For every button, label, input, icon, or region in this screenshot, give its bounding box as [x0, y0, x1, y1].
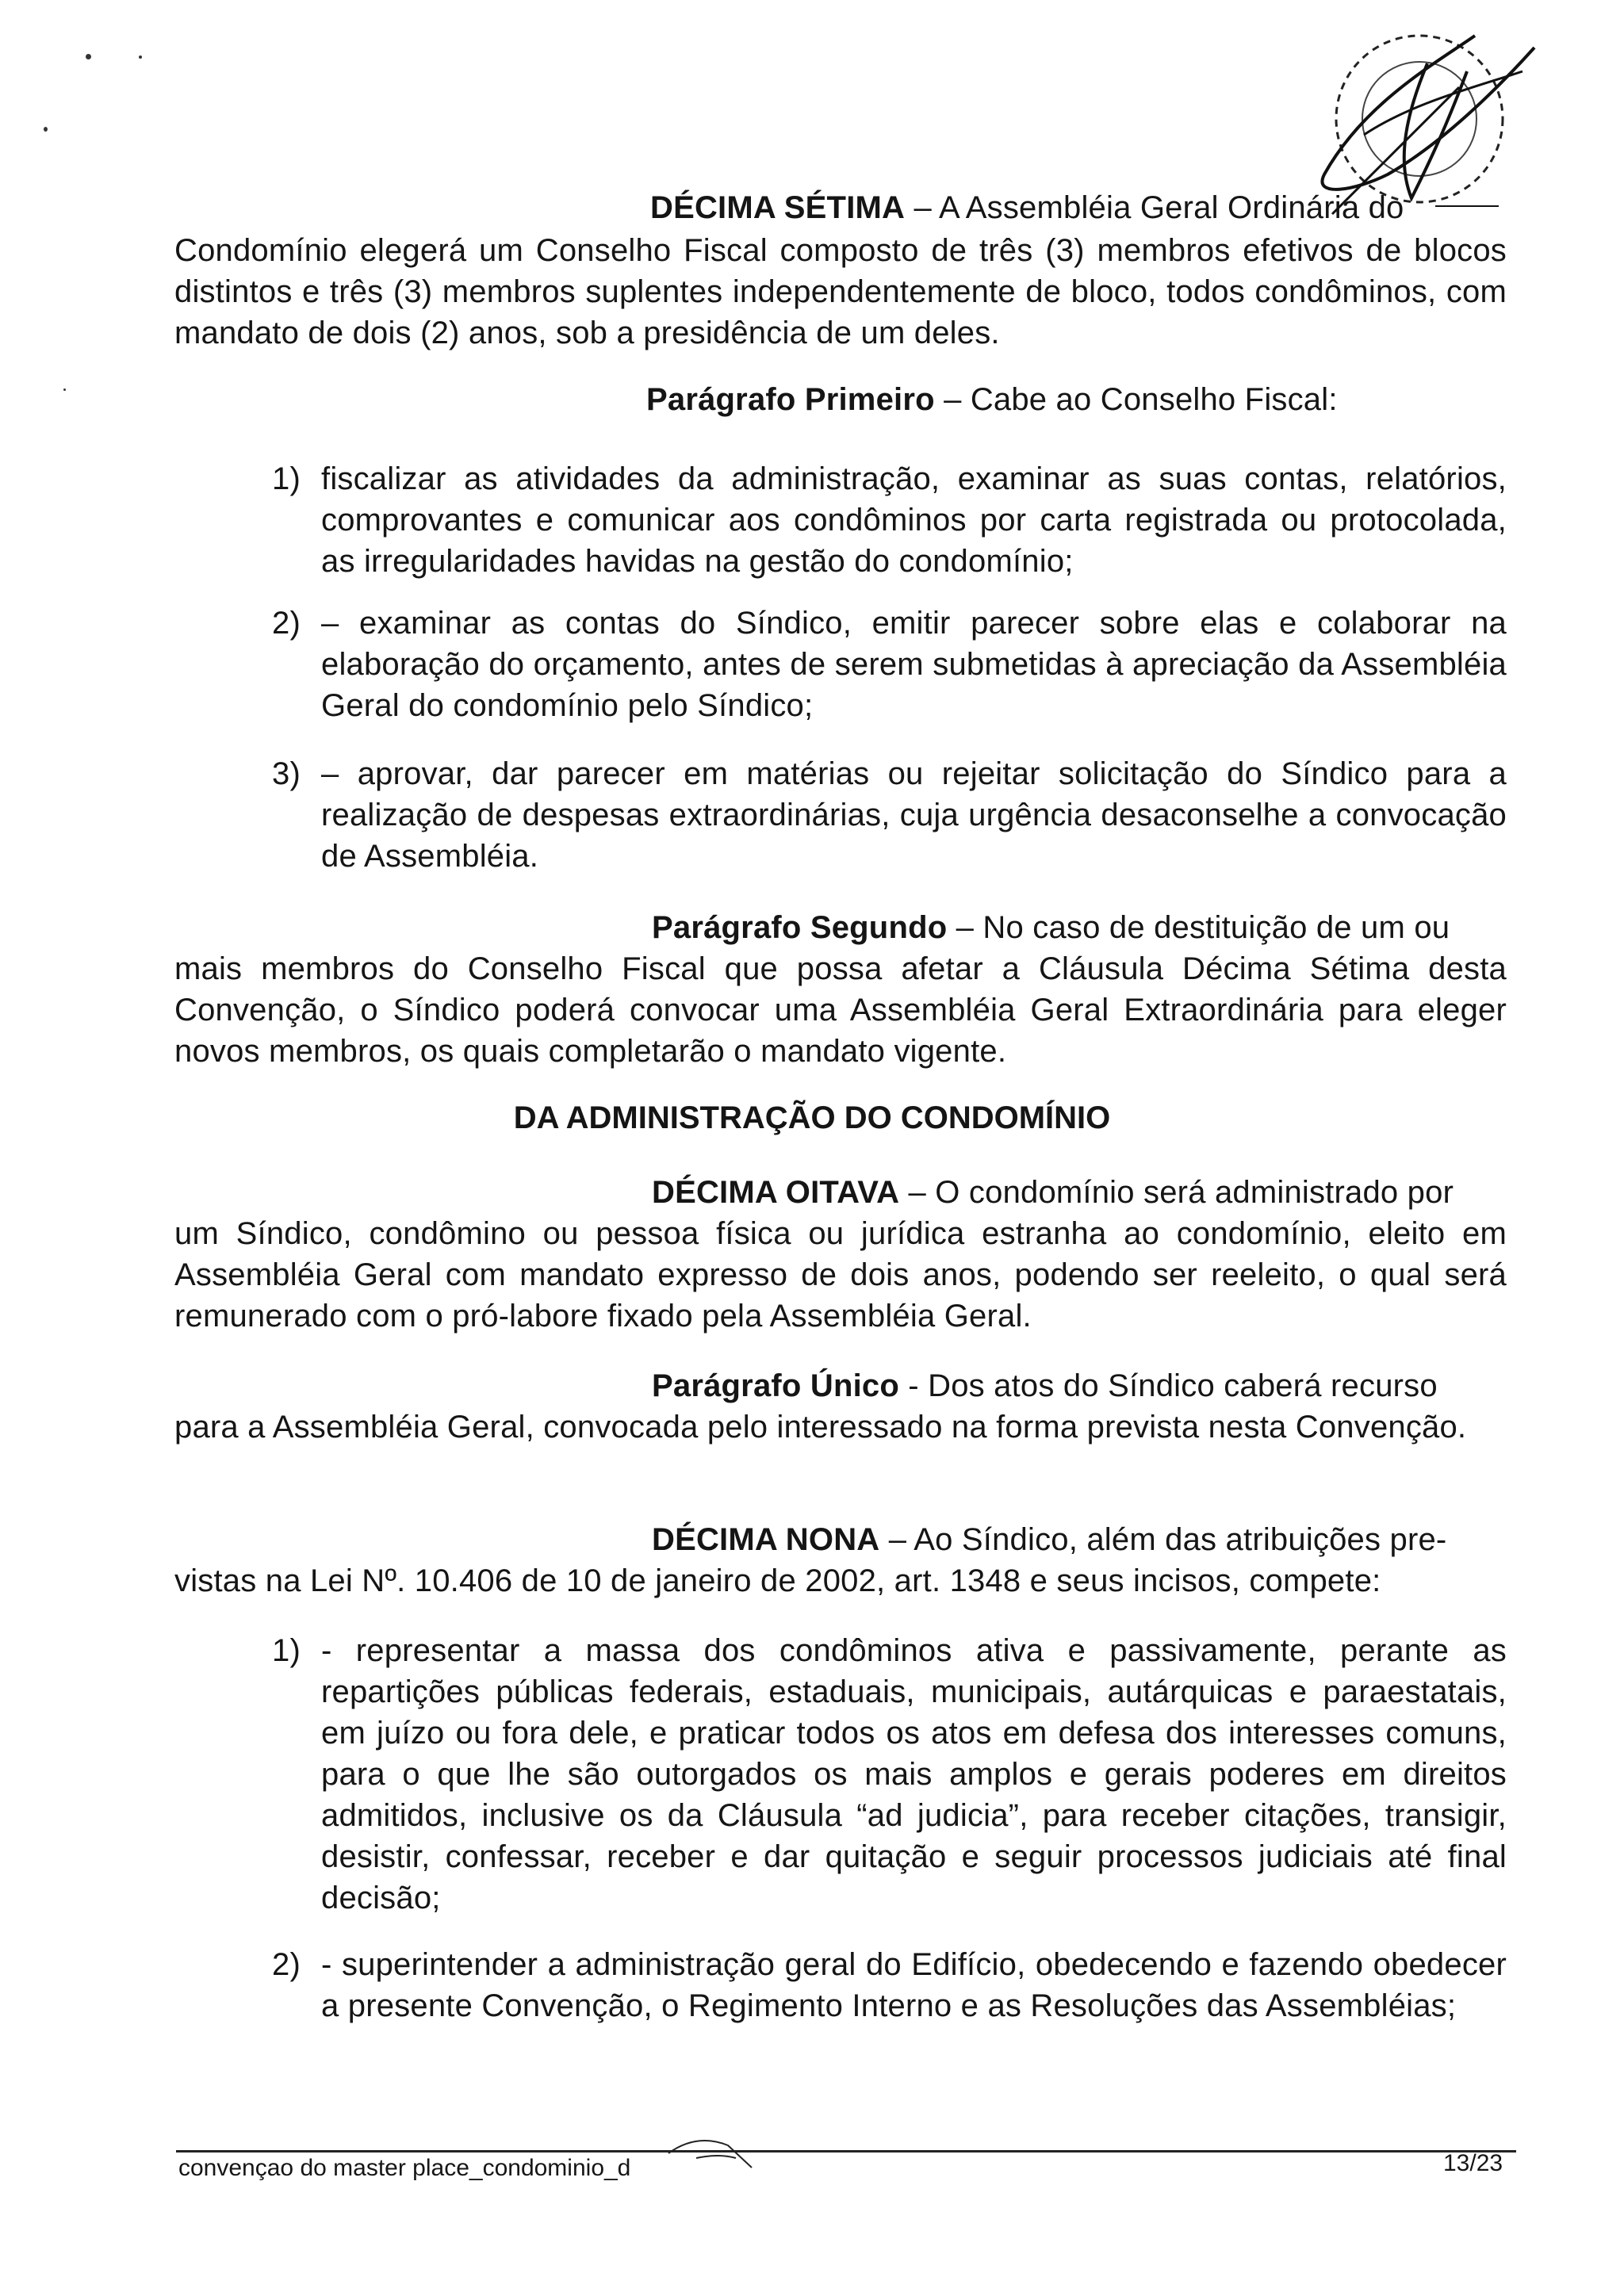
paragraph-unico-body: para a Assembléia Geral, convocada pelo interessado na forma prevista nesta Convenção.	[174, 1410, 1467, 1445]
section-title: DA ADMINISTRAÇÃO DO CONDOMÍNIO	[513, 1100, 1111, 1135]
article-18-heading: DÉCIMA OITAVA	[652, 1175, 900, 1210]
scan-speck	[86, 54, 91, 59]
article-17-intro: – A Assembléia Geral Ordinária do	[905, 190, 1404, 225]
footer-scribble-icon	[665, 2131, 760, 2171]
list-item-text: - representar a massa dos condôminos ativa e passivamente, perante as repartições públicas federais, estaduais, municipais, autárquicas e paraestatais, em juízo ou fora dele, e praticar todos os atos em defesa dos interesses comuns, para o que lhe são outorgados os mais amplos e gerais poderes em direitos admitidos, inclusive os da Cláusula “ad judicia”, para receber citações, transigir, desistir, confessar, receber e dar quitação e seguir processos judiciais até final decisão;	[321, 1633, 1507, 1915]
list-item	[274, 458, 1507, 585]
paragraph-primeiro-intro: – Cabe ao Conselho Fiscal:	[934, 382, 1338, 417]
footer-rule	[176, 2150, 1516, 2152]
article-19-intro: – Ao Síndico, além das atribuições pre-	[879, 1522, 1447, 1557]
article-17-lead	[650, 187, 1507, 228]
list-item	[274, 1944, 1507, 2071]
paragraph-unico-heading: Parágrafo Único	[652, 1368, 899, 1403]
list-item-number: 3)	[272, 756, 301, 791]
paragraph-segundo-heading: Parágrafo Segundo	[652, 910, 948, 945]
article-19-body: vistas na Lei Nº. 10.406 de 10 de janeiro de 2002, art. 1348 e seus incisos, compete:	[174, 1563, 1381, 1598]
paragraph-unico-lead	[652, 1365, 1507, 1406]
list-item	[274, 753, 1507, 880]
list-item-number: 1)	[272, 461, 301, 496]
paragraph-unico-intro: - Dos atos do Síndico caberá recurso	[898, 1368, 1438, 1403]
list-item-number: 2)	[272, 606, 301, 641]
paragraph-primeiro-lead	[646, 379, 1507, 420]
list-item-text: fiscalizar as atividades da administração, examinar as suas contas, relatórios, comprovantes e comunicar aos condôminos por carta registrada ou protocolada, as irregularidades havidas na gestão do condomínio;	[321, 461, 1507, 579]
scan-speck	[139, 55, 142, 59]
scan-speck	[63, 388, 66, 391]
footer-page-number: 13/23	[1443, 2150, 1503, 2176]
article-17-body: Condomínio elegerá um Conselho Fiscal composto de três (3) membros efetivos de blocos distintos e três (3) membros suplentes independentemente de bloco, todos condôminos, com mandato de dois (2) anos, sob a presidência de um deles.	[174, 233, 1507, 350]
list-item-text: – examinar as contas do Síndico, emitir parecer sobre elas e colaborar na elaboração do orçamento, antes de serem submetidas à apreciação da Assembléia Geral do condomínio pelo Síndico;	[321, 606, 1507, 723]
list-item-text: - superintender a administração geral do Edifício, obedecendo e fazendo obedecer a presente Convenção, o Regimento Interno e as Resoluções das Assembléias;	[321, 1947, 1507, 2023]
list-item-number: 2)	[272, 1947, 301, 1982]
article-19-lead	[652, 1519, 1507, 1560]
list-item-number: 1)	[272, 1633, 301, 1668]
paragraph-primeiro-heading: Parágrafo Primeiro	[646, 382, 935, 417]
list-item	[274, 1630, 1507, 1931]
article-18-lead	[652, 1172, 1507, 1213]
article-18-intro: – O condomínio será administrado por	[899, 1175, 1454, 1210]
footer-document-name: convençao do master place_condominio_d	[178, 2155, 631, 2181]
article-19-heading: DÉCIMA NONA	[652, 1522, 880, 1557]
paragraph-segundo-body: mais membros do Conselho Fiscal que possa afetar a Cláusula Décima Sétima desta Convenção, o Síndico poderá convocar uma Assembléia Geral Extraordinária para eleger novos membros, os quais completarão o mandato vigente.	[174, 951, 1507, 1069]
scan-speck	[44, 127, 48, 132]
article-18-body: um Síndico, condômino ou pessoa física ou jurídica estranha ao condomínio, eleito em Assembléia Geral com mandato expresso de dois anos, podendo ser reeleito, o qual será remunerado com o pró-labore fixado pela Assembléia Geral.	[174, 1216, 1507, 1334]
article-17-heading: DÉCIMA SÉTIMA	[650, 190, 906, 225]
list-item-text: – aprovar, dar parecer em matérias ou rejeitar solicitação do Síndico para a realização de despesas extraordinárias, cuja urgência desaconselhe a convocação de Assembléia.	[321, 756, 1507, 874]
paragraph-segundo-intro: – No caso de destituição de um ou	[947, 910, 1450, 945]
list-item	[274, 603, 1507, 729]
paragraph-segundo-lead	[652, 907, 1507, 948]
